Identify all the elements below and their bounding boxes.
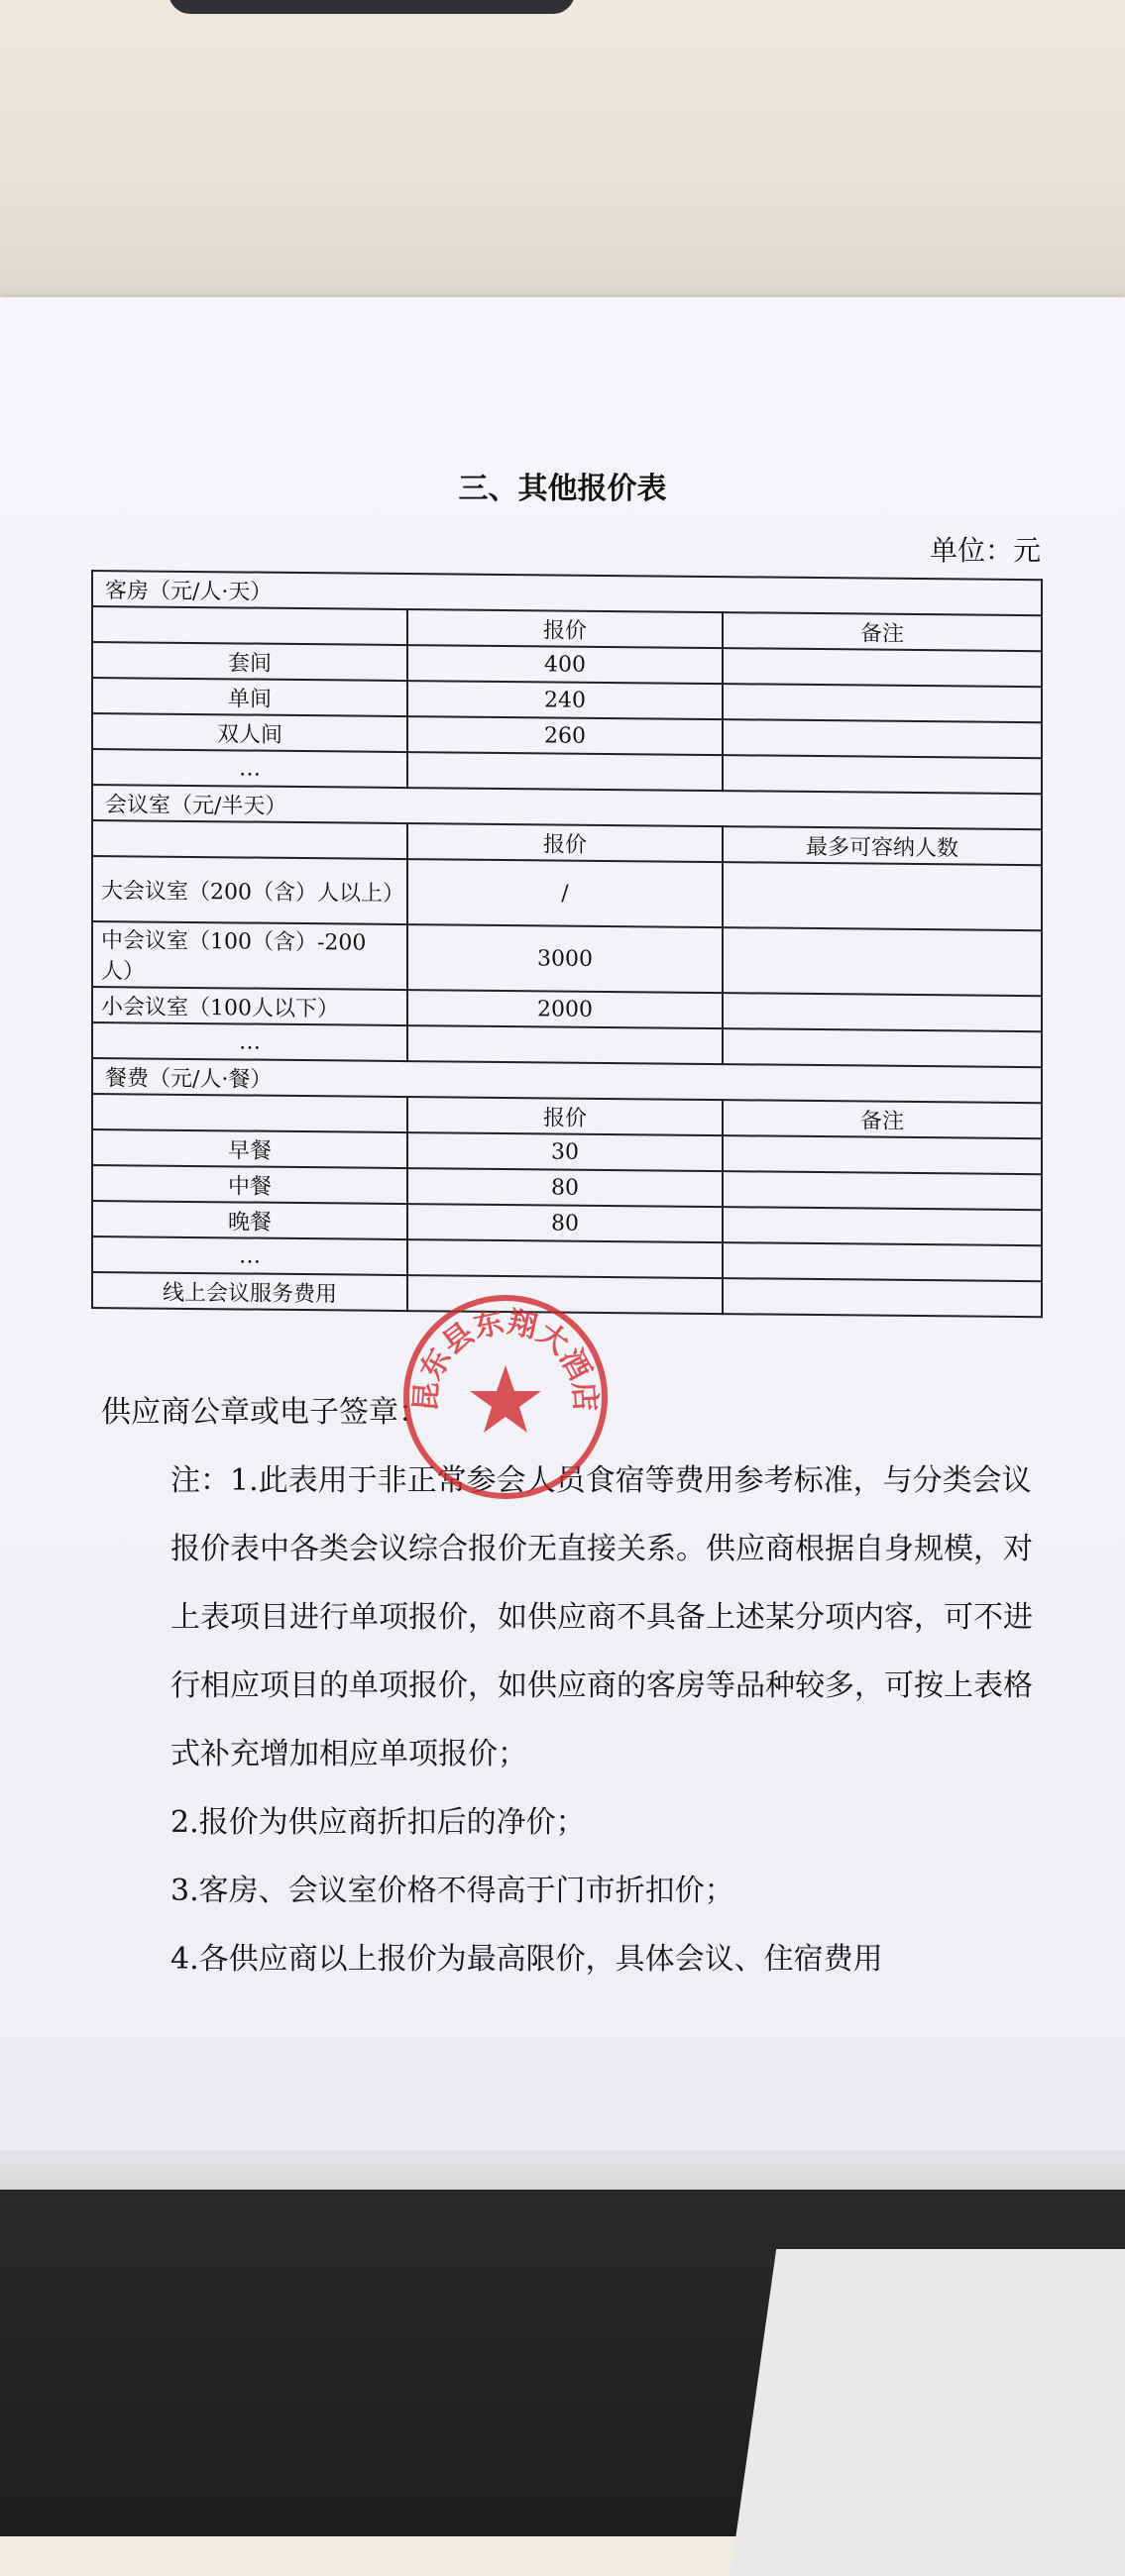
background-paper [731, 2249, 1125, 2576]
row-price: 400 [407, 645, 723, 684]
table-header-cell: 备注 [723, 612, 1042, 651]
row-label: 线上会议服务费用 [92, 1272, 407, 1311]
section-header-meals: 餐费（元/人·餐） [92, 1058, 1042, 1103]
row-label: 晚餐 [92, 1201, 407, 1239]
row-note [723, 755, 1042, 794]
row-note [723, 648, 1042, 687]
row-label: 套间 [92, 642, 407, 681]
row-note [723, 1207, 1042, 1245]
row-note [723, 1278, 1042, 1317]
row-capacity [723, 927, 1042, 996]
table-header-cell [92, 1094, 407, 1132]
row-note [723, 719, 1042, 758]
note-item: 3.客房、会议室价格不得高于门市折扣价； [170, 1874, 734, 1908]
table-header-cell: 最多可容纳人数 [723, 826, 1042, 865]
row-capacity [723, 862, 1042, 930]
row-price: / [407, 859, 723, 927]
row-label: 早餐 [92, 1129, 407, 1168]
note-item: 注：1.此表用于非正常参会人员食宿等费用参考标准，与分类会议报价表中各类会议综合报价无直接关系。供应商根据自身规模，对上表项目进行单项报价，如供应商不具备上述某分项内容，可不进行相应项目的单项报价，如供应商的客房等品种较多，可按上表格式补充增加相应单项报价； [170, 1463, 1033, 1771]
table-header-cell [92, 606, 407, 645]
table-header-cell: 报价 [407, 1097, 723, 1135]
note-item: 4.各供应商以上报价为最高限价，具体会议、住宿费用 [170, 1942, 883, 1977]
row-price: 3000 [407, 924, 723, 993]
unit-label: 单位：元 [929, 534, 1041, 567]
row-price: 240 [407, 681, 723, 719]
row-price: 30 [407, 1132, 723, 1171]
note-item: 2.报价为供应商折扣后的净价； [170, 1805, 586, 1840]
row-price: 260 [407, 716, 723, 755]
row-label: 双人间 [92, 713, 407, 752]
row-label: 中会议室（100（含）-200人） [92, 921, 407, 990]
row-note [723, 1135, 1042, 1174]
company-seal [396, 1288, 615, 1506]
row-label: … [92, 749, 407, 788]
paper-bottom-edge [0, 2150, 1125, 2190]
star-icon [470, 1365, 541, 1433]
row-capacity [723, 993, 1042, 1031]
notes-list [101, 1447, 1053, 1993]
section-header-rooms: 客房（元/人·天） [92, 571, 1042, 615]
table-header-cell: 报价 [407, 823, 723, 862]
row-label: 单间 [92, 678, 407, 716]
seal-text: 昆东县东翔大酒店 [408, 1305, 603, 1413]
row-note [723, 1242, 1042, 1281]
row-price [407, 752, 723, 791]
page-title: 三、其他报价表 [458, 472, 667, 506]
row-capacity [723, 1028, 1042, 1067]
table-row [92, 856, 1042, 930]
row-label: … [92, 1022, 407, 1061]
desk-background [0, 0, 1125, 297]
device-edge [169, 0, 575, 14]
row-label: 大会议室（200（含）人以上） [92, 856, 407, 924]
table-row [92, 921, 1042, 996]
row-price [407, 1239, 723, 1278]
table-header-cell: 报价 [407, 609, 723, 648]
table-header-cell: 备注 [723, 1100, 1042, 1138]
row-note [723, 684, 1042, 722]
price-tables [91, 570, 1043, 1318]
dark-background [0, 2190, 1125, 2536]
row-label: 小会议室（100人以下） [92, 987, 407, 1025]
row-label: … [92, 1236, 407, 1275]
row-note [723, 1171, 1042, 1210]
section-header-meeting: 会议室（元/半天） [92, 785, 1042, 829]
table-header-cell [92, 820, 407, 859]
stamp-label: 供应商公章或电子签章： [101, 1395, 428, 1430]
row-price: 80 [407, 1168, 723, 1207]
row-price: 2000 [407, 990, 723, 1028]
row-label: 中餐 [92, 1165, 407, 1204]
price-table [91, 570, 1043, 1318]
row-price: 80 [407, 1204, 723, 1242]
row-price [407, 1025, 723, 1064]
